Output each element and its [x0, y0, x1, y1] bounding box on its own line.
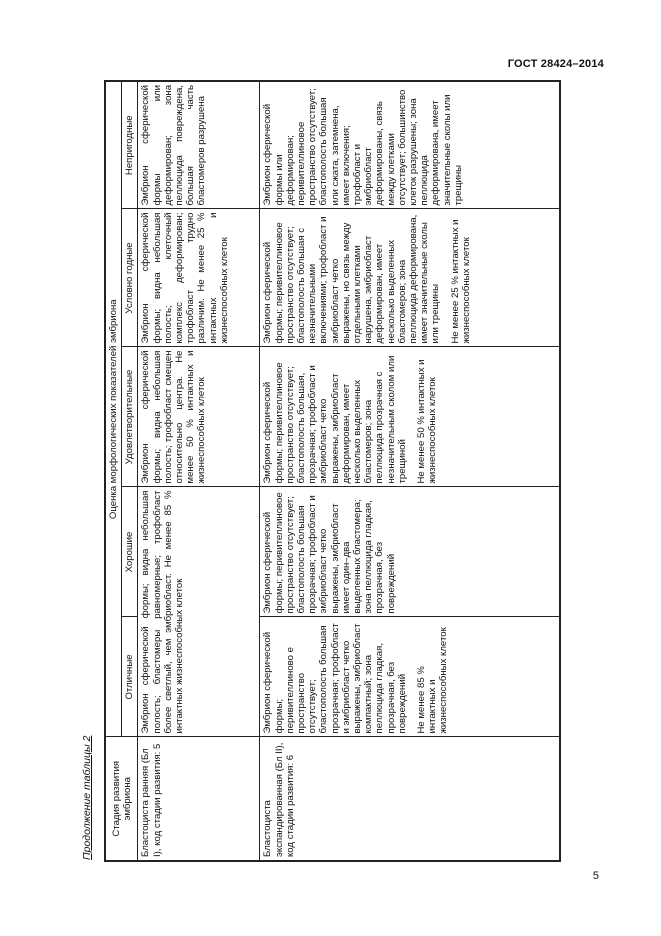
grade-cell-conditionally-fit	[138, 209, 260, 347]
embryo-morphology-table	[104, 80, 561, 862]
viable-cells-note: Не менее 25 % интактных и жизнеспособных клеток	[449, 219, 472, 344]
stage-text: Бластоциста экспандированная (Бл II), код стадии развития: 6	[262, 742, 296, 857]
cell-text: Эмбрион сферической формы или деформирован; перивителлиновое пространство отсутствует; бластополость большая или сжата, затемнена, имеет включения; трофобласт и эмбриобласт деформированы, связь между клетками отсутствует; большинство клеток разрушены; зона пеллюцида деформирована, имеет значительные сколы или трещины	[262, 88, 464, 206]
table-row	[260, 81, 560, 861]
grade-cell-excellent	[260, 617, 560, 737]
grade-header-unfit: Непригодные	[122, 81, 138, 209]
cell-text: Эмбрион сферической формы; видна небольшая полость; трофобласт смещен относительно центра. Не менее 50 % интактных и жизнеспособных клеток	[140, 350, 208, 484]
viable-cells-note: Не менее 85 % интактных и жизнеспособных клеток	[416, 627, 450, 734]
viable-cells-note: Не менее 50 % интактных и жизнеспособных клеток	[416, 359, 439, 484]
page-number: 5	[592, 870, 599, 882]
grade-header-excellent: Отличные	[122, 617, 138, 737]
stage-cell	[138, 737, 260, 861]
cell-text: Эмбрион сферической формы; видна небольшая полость; клеточный комплекс деформирован; трофобласт трудно различим. Не менее 25 % интактных и жизнеспособных клеток	[140, 212, 230, 344]
grade-cell-unfit	[260, 81, 560, 209]
table-row	[138, 81, 260, 861]
table-caption: Продолжение таблицы 2	[81, 735, 93, 860]
grade-group-header: Оценка морфологических показателей эмбриона	[105, 81, 122, 737]
grade-cell-good	[260, 487, 560, 617]
cell-text: Эмбрион сферической формы; перивителлиновое пространство отсутствует; бластополость большая с незначительными включениями; трофобласт и эмбриобласт четко выражены, но связь между отдельными клетками нарушена, эмбриобласт деформирован, имеет несколько выделенных бластомеров; зона пеллюцида деформирована, имеет значительные сколы или трещины	[262, 214, 442, 344]
stage-text: Бластоциста ранняя (Бл I), код стадии развития: 5	[140, 743, 163, 857]
grade-header-conditionally-fit: Условно годные	[122, 209, 138, 347]
cell-text: Эмбрион сферической формы или деформирован; зона пеллюцида повреждена, большая часть бластомеров разрушена	[140, 84, 208, 206]
rotated-table-container	[81, 82, 560, 862]
stage-cell	[260, 737, 560, 861]
grade-cell-satisfactory	[260, 347, 560, 487]
cell-text: Эмбрион сферической формы; перивителлиновое пространство отсутствует; бластополость большая прозрачная; трофобласт и эмбриобласт четко выражены, эмбриобласт имеет один–два выделенных бластомера; зона пеллюцида гладкая, прозрачная, без повреждений	[262, 492, 397, 614]
grade-header-good: Хорошие	[122, 487, 138, 617]
cell-text: Эмбрион сферической формы; перивителлиново е пространство отсутствует; бластополость большая прозрачная; трофобласт и эмбриобласт четко выражены, эмбриобласт компактный; зона пеллюцида гладкая, прозрачная, без повреждений	[262, 623, 408, 734]
grade-cell-excellent-good	[138, 487, 260, 737]
grade-header-satisfactory: Удовлетворительные	[122, 347, 138, 487]
grade-cell-conditionally-fit	[260, 209, 560, 347]
document-code: ГОСТ 28424–2014	[507, 58, 604, 70]
grade-cell-unfit	[138, 81, 260, 209]
cell-text: Эмбрион сферической формы; перивителлиновое пространство отсутствует; бластополость большая, прозрачная; трофобласт и эмбриобласт четко выражены, эмбриобласт деформирован, имеет несколько выделенных бластомеров; зона пеллюцида прозрачная с незначительным сколом или трещиной	[262, 355, 408, 484]
grade-cell-satisfactory	[138, 347, 260, 487]
cell-text: Эмбрион сферической формы; видна небольшая полость; бластомеры равномерные; трофобласт более светлый, чем эмбриобласт. Не менее 85 % интактных жизнеспособных клеток	[140, 490, 186, 734]
header-row-group	[105, 81, 122, 861]
stage-column-header: Стадия развития эмбриона	[105, 737, 138, 861]
